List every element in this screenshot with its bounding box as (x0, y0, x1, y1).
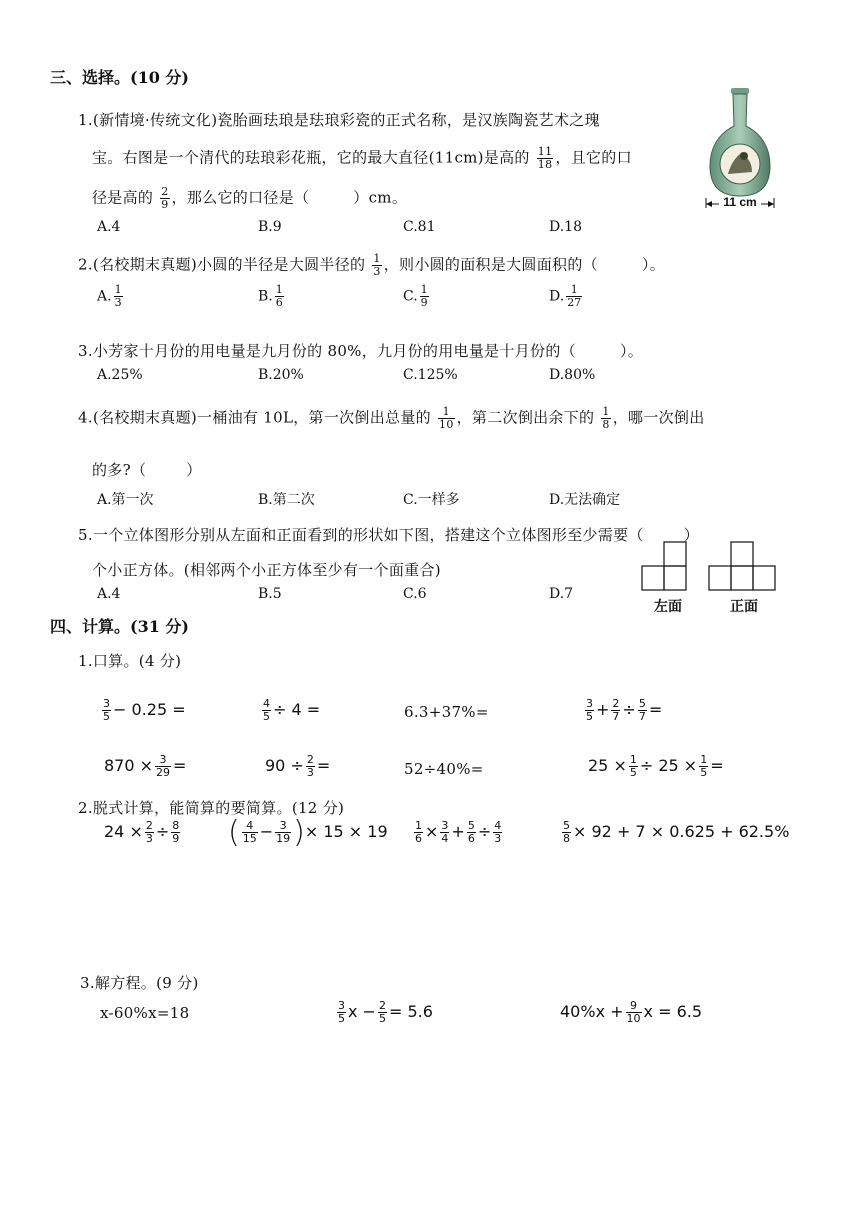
oral-calc-5: 870 × $\frac{3}{29}$ = (104, 753, 187, 779)
q1-option-a: A.4 (97, 219, 121, 235)
q1-line1: 1.(新情境·传统文化)瓷胎画珐琅是珐琅彩瓷的正式名称，是汉族陶瓷艺术之瑰 (78, 111, 600, 129)
q4-option-d: D.无法确定 (549, 492, 621, 508)
q2-option-d: D. $\frac{1}{27}$ (549, 283, 582, 309)
q5-line2: 个小正方体。(相邻两个小正方体至少有一个面重合) (92, 561, 441, 579)
stepwise-calc-2: ( $\frac{4}{15}$ − $\frac{3}{19}$ )× 15 × 19 (228, 815, 388, 850)
q1-line2a: 宝。右图是一个清代的珐琅彩花瓶，它的最大直径(11cm)是高的 (92, 148, 530, 167)
oral-calc-3: 6.3+37%= (404, 703, 489, 721)
q1-option-d: D.18 (549, 219, 582, 235)
section3-title: 三、选择。(10 分) (50, 68, 189, 87)
q4-fraction-1-10: $\frac{1}{10}$ (439, 405, 454, 431)
q5-option-b: B.5 (258, 586, 282, 602)
q4-text-b: ，第二次倒出余下的 (456, 408, 595, 427)
q2-option-a: A. $\frac{1}{3}$ (97, 283, 122, 309)
q3-option-c: C.125% (403, 367, 458, 383)
q4-option-b: B.第二次 (258, 492, 315, 508)
q5-line1a: 5.一个立体图形分别从左面和正面看到的形状如下图，搭建这个立体图形至少需要（ (78, 526, 644, 544)
oral-calc-4: $\frac{3}{5}$ + $\frac{2}{7}$ ÷ $\frac{5}{7}$ = (586, 697, 663, 723)
q3-option-d: D.80% (549, 367, 596, 383)
q1-line3b: ，那么它的口径是（ (171, 188, 310, 207)
oral-calc-1: $\frac{3}{5}$ − 0.25 = (103, 697, 186, 723)
left-view-diagram (640, 540, 712, 596)
q3-text-main: 3.小芳家十月份的用电量是九月份的 80%，九月份的用电量是十月份的（ (78, 342, 576, 360)
q1-option-b: B.9 (258, 219, 282, 235)
q4-text-a: 4.(名校期末真题)一桶油有 10L，第一次倒出总量的 (78, 408, 431, 427)
q3-option-b: B.20% (258, 367, 304, 383)
q2-text-b: ，则小圆的面积是大圆面积的（ (383, 255, 598, 274)
q5-option-d: D.7 (549, 586, 574, 602)
q2-fraction-1-3: $\frac{1}{3}$ (373, 252, 381, 278)
left-view-label: 左面 (654, 599, 682, 615)
q5-line1 (78, 524, 699, 545)
stepwise-calc-1: 24 × $\frac{2}{3}$ ÷ $\frac{8}{9}$ (104, 819, 180, 845)
q1-line2 (92, 146, 632, 171)
q2-option-c: C. $\frac{1}{9}$ (403, 283, 428, 309)
q4-fraction-1-8: $\frac{1}{8}$ (602, 405, 610, 431)
q5-option-c: C.6 (403, 586, 427, 602)
oral-calc-2: $\frac{4}{5}$ ÷ 4 = (263, 697, 321, 723)
front-view-label: 正面 (730, 599, 758, 615)
q4-text-c: ，哪一次倒出 (612, 408, 705, 427)
q4-line2b: ） (186, 461, 202, 479)
oral-calc-7: 52÷40%= (404, 760, 484, 778)
q3-text-end: ）。 (619, 342, 644, 360)
q4-option-c: C.一样多 (403, 492, 460, 508)
q1-line3 (92, 186, 407, 211)
front-view-diagram (707, 540, 779, 596)
q1-fraction-11-18: $\frac{11}{18}$ (537, 145, 553, 171)
q1-line3c: ）cm。 (353, 188, 408, 207)
front-view-shape (707, 540, 779, 592)
equation-3: 40%x + $\frac{9}{10}$ x = 6.5 (560, 999, 703, 1025)
q4-line1 (78, 406, 705, 431)
vase-illustration (704, 86, 776, 214)
q1-option-c: C.81 (403, 219, 436, 235)
q1-line2b: ，且它的口 (555, 148, 632, 167)
q2-text-a: 2.(名校期末真题)小圆的半径是大圆半径的 (78, 255, 366, 274)
q3-option-a: A.25% (97, 367, 143, 383)
q5-line1b: ） (683, 526, 700, 544)
q4-option-a: A.第一次 (97, 492, 154, 508)
section4-title: 四、计算。(31 分) (50, 617, 189, 636)
stepwise-calc-4: $\frac{5}{8}$ × 92 + 7 × 0.625 + 62.5% (563, 819, 790, 845)
stepwise-calc-3: $\frac{1}{6}$ × $\frac{3}{4}$ + $\frac{5}{6}$ ÷ $\frac{4}{3}$ (415, 819, 502, 845)
sub2-title: 2.脱式计算，能简算的要简算。(12 分) (78, 799, 345, 817)
equation-1: x-60%x=18 (100, 1004, 190, 1022)
q2-text-c: ）。 (641, 255, 666, 274)
left-view-shape (640, 540, 712, 592)
vase-diameter-label: 11 cm (723, 195, 757, 209)
q2-option-b: B. $\frac{1}{6}$ (258, 283, 283, 309)
q2-text (78, 253, 665, 278)
sub1-title: 1.口算。(4 分) (78, 652, 182, 670)
sub3-title: 3.解方程。(9 分) (80, 974, 199, 992)
q4-line2 (92, 459, 202, 480)
q1-line3a: 径是高的 (92, 188, 154, 207)
oral-calc-6: 90 ÷ $\frac{2}{3}$ = (265, 753, 331, 779)
q5-option-a: A.4 (97, 586, 121, 602)
q4-line2a: 的多?（ (92, 461, 147, 479)
q1-fraction-2-9: $\frac{2}{9}$ (161, 185, 169, 211)
equation-2: $\frac{3}{5}$ x − $\frac{2}{5}$ = 5.6 (338, 999, 433, 1025)
oral-calc-8: 25 × $\frac{1}{5}$ ÷ 25 × $\frac{1}{5}$ = (588, 753, 724, 779)
q3-text (78, 340, 643, 361)
